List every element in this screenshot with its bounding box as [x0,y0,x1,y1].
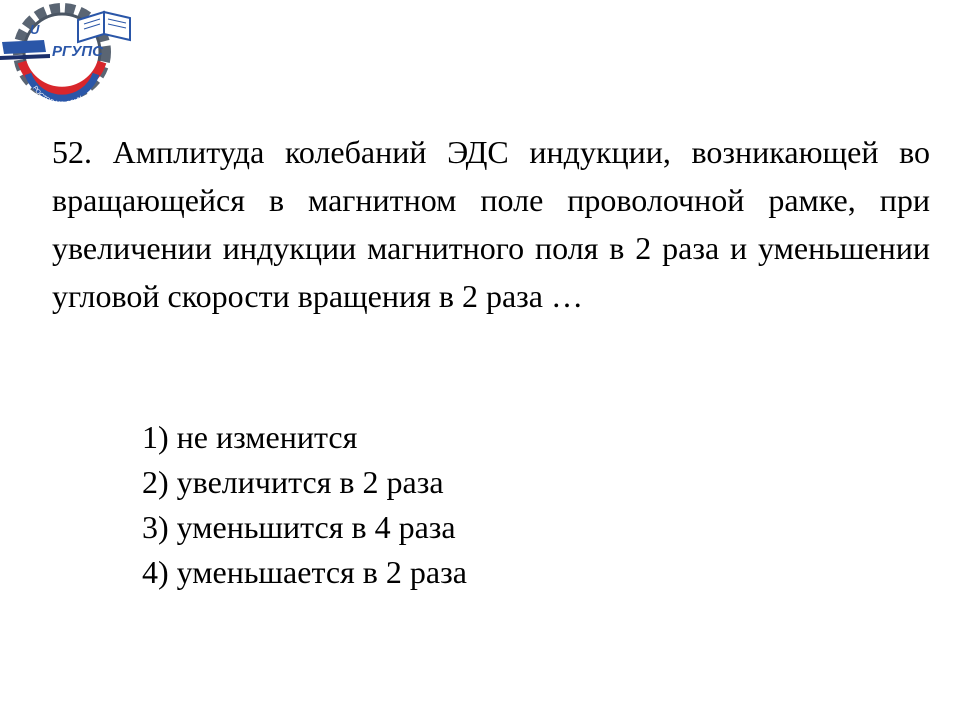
answer-options [142,415,467,595]
locomotive-icon [0,40,50,60]
logo-ring-text: РОСТОВ-НА-ДОНУ [31,84,85,108]
question-text: 52. Амплитуда колебаний ЭДС индукции, возникающей во вращающейся в магнитном поле проволочной рамке, при увеличении индукции магнитного поля в 2 раза и уменьшении угловой скорости вращения в 2 раза … [52,134,930,314]
answer-option[interactable]: 2) увеличится в 2 раза [142,464,444,500]
answer-option[interactable]: 1) не изменится [142,419,358,455]
university-logo [0,0,140,110]
logo-letter: U [30,22,40,37]
answer-option[interactable]: 4) уменьшается в 2 раза [142,554,467,590]
logo-abbreviation: РГУПС [52,43,103,60]
answer-option[interactable]: 3) уменьшится в 4 раза [142,509,456,545]
